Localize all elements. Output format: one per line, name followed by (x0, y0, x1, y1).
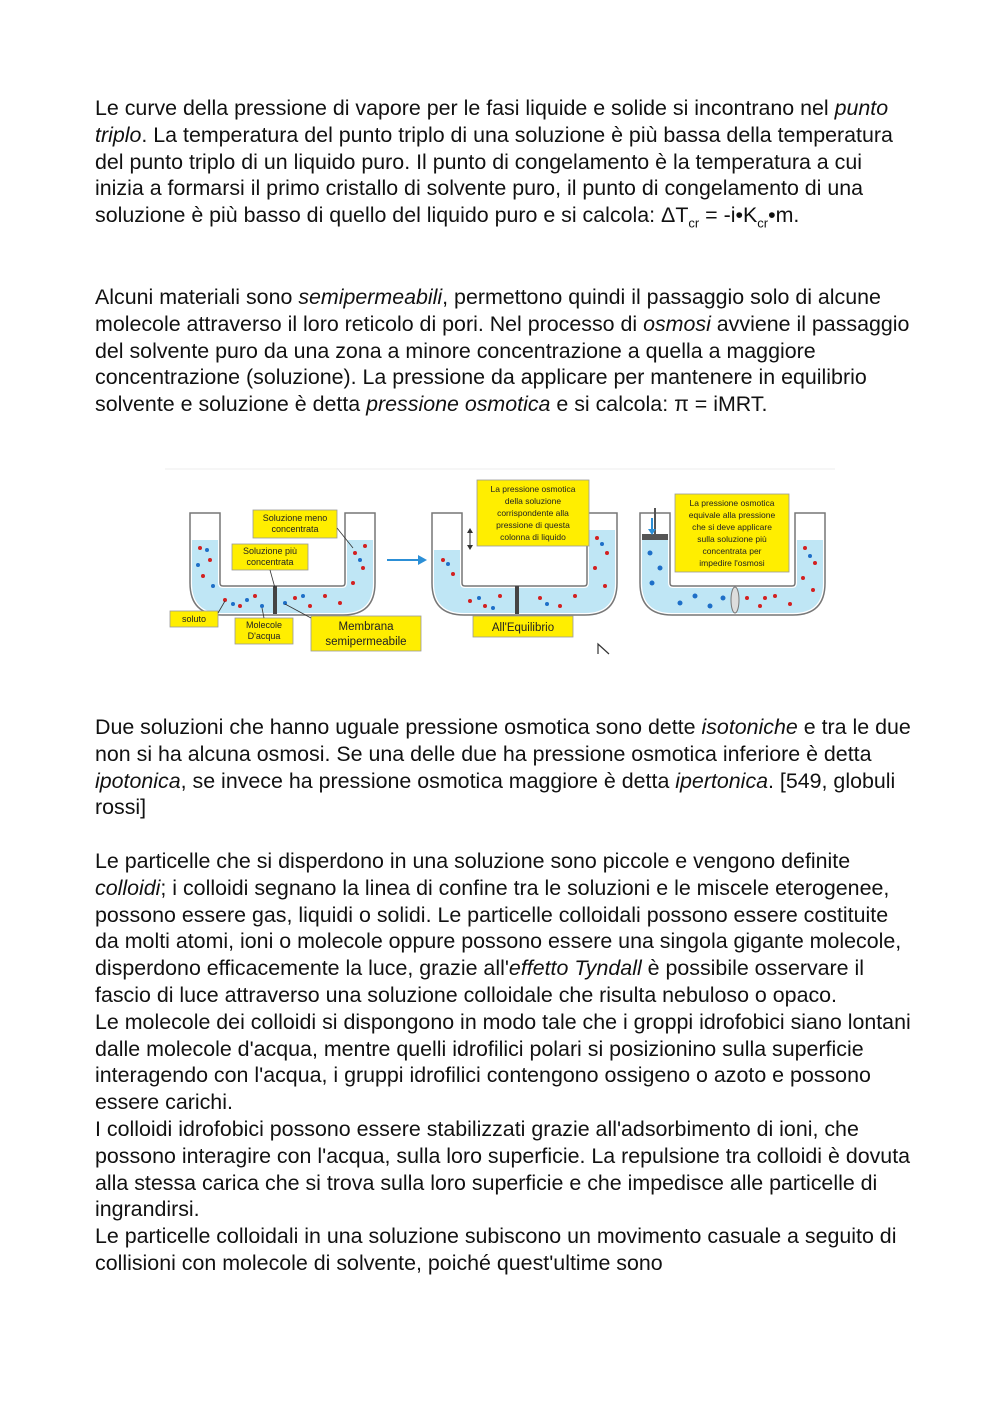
text-span: è possibile osservare il fascio di luce attraverso una soluzione colloidale che risulta nebuloso o opaco. (95, 956, 865, 1007)
label-text: concentrata (246, 557, 294, 567)
label-text: della soluzione (504, 496, 562, 506)
term-osmosi: osmosi (643, 311, 711, 336)
label-text: equivale alla pressione (688, 510, 776, 520)
osmosis-diagram-svg (165, 468, 835, 660)
term-colloidi: colloidi (95, 875, 161, 900)
term-isotoniche: isotoniche (701, 715, 798, 739)
label-text: Soluzione più (242, 546, 298, 556)
label-text: All'Equilibrio (491, 622, 555, 634)
label-pressione-applicata (675, 494, 789, 572)
paragraph-colloid-molecules: Le molecole dei colloidi si dispongono in modo tale che i groppi idrofobici siano lontani dalle molecole d'acqua, mentre quelli idrofilici polari si posizionino sulla superficie interagendo con l'acqua, i gruppi idrofilici contengono ossigeno o azoto e possono essere carichi. (95, 1009, 911, 1115)
term-pressione-osmotica: pressione osmotica (366, 392, 551, 417)
label-pressione-osmotica-colonna (477, 480, 589, 546)
label-soluzione-meno-concentrata (253, 510, 337, 538)
paragraph-osmosis (95, 284, 915, 418)
label-text: Molecole (245, 620, 283, 630)
paragraph-triple-point (95, 95, 915, 237)
subscript: cr (757, 215, 769, 231)
label-soluto (170, 611, 218, 627)
label-all-equilibrio (473, 616, 573, 637)
paragraph-hydrophobic-colloids: I colloidi idrofobici possono essere stabilizzati grazie all'adsorbimento di ioni, che possono interagire con l'acqua, sulla loro superficie. La repulsione tra colloidi è dovuta alla stessa carica che si trova sulla loro superficie e che impedisce alle particelle di ingrandirsi. (95, 1116, 911, 1222)
text-span: , permettono quindi il passaggio solo di alcune molecole attraverso il loro reticolo di pori. Nel processo di (95, 285, 881, 336)
text-span: Le curve della pressione di vapore per le fasi liquide e solide si incontrano nel (95, 96, 835, 120)
text-span: ; i colloidi segnano la linea di confine tra le soluzioni e le miscele eterogenee, possono essere gas, liquidi o solidi. Le particelle colloidali possono essere costituite da molti atomi, ioni o molecole oppure possono essere una singola gigante molecole, disperdono efficacemente la luce, grazie all' (95, 875, 902, 981)
label-text: La pressione osmotica (490, 484, 576, 494)
label-text: sulla soluzione più (697, 534, 767, 544)
label-text: pressione di questa (496, 520, 570, 530)
paragraph-colloid-motion: Le particelle colloidali in una soluzione subiscono un movimento casuale a seguito di collisioni con molecole di solvente, poiché quest'ultime sono (95, 1224, 897, 1275)
text-span: e tra le due non si ha alcuna osmosi. Se una delle due ha pressione osmotica inferiore è detta (95, 715, 911, 766)
label-text: concentrata per (702, 546, 762, 556)
label-text: Membrana (338, 621, 394, 633)
label-molecole-dacqua (235, 618, 293, 644)
text-span: . La temperatura del punto triplo di una soluzione è più bassa della temperatura del punto triplo di un liquido puro. Il punto di congelamento è la temperatura a cui inizia a formarsi il primo cristallo di solvente puro, il punto di congelamento di una soluzione è più basso di quello del liquido puro e si calcola: ΔT (95, 122, 893, 228)
label-text: D'acqua (247, 631, 281, 641)
label-text: soluto (181, 614, 207, 624)
label-text: La pressione osmotica (689, 498, 775, 508)
paragraph-colloids (95, 848, 915, 1277)
label-text: Soluzione meno (262, 513, 328, 523)
cursor-mark (598, 644, 609, 654)
text-span: avviene il passaggio del solvente puro da una zona a minore concentrazione a quella a maggiore concentrazione (soluzione). La pressione da applicare per mantenere in equilibrio solvente e soluzione è detta (95, 311, 910, 417)
subscript: cr (688, 215, 700, 231)
label-text: impedire l'osmosi (699, 558, 765, 568)
text-span: •m. (768, 203, 800, 228)
label-text: corrispondente alla (497, 508, 569, 518)
term-punto-triplo: punto triplo (95, 96, 889, 147)
term-ipotonica: ipotonica (95, 768, 181, 793)
text-span: . [549, globuli rossi] (95, 768, 896, 820)
term-effetto-tyndall: effetto Tyndall (508, 956, 642, 981)
text-span: , se invece ha pressione osmotica maggiore è detta (180, 768, 676, 793)
paragraph-isotonic (95, 714, 915, 821)
term-ipertonica: ipertonica (675, 768, 769, 793)
label-text: che si deve applicare (692, 522, 772, 532)
text-span: = -i•K (699, 203, 758, 228)
term-semipermeabili: semipermeabili (298, 285, 443, 309)
label-membrana-semipermeabile (311, 616, 421, 651)
text-span: e si calcola: π = iMRT. (550, 392, 768, 417)
text-span: Le particelle che si disperdono in una soluzione sono piccole e vengono definite (95, 849, 851, 873)
label-text: concentrata (271, 524, 319, 534)
text-span: Due soluzioni che hanno uguale pressione osmotica sono dette (95, 715, 702, 739)
label-soluzione-piu-concentrata (232, 544, 308, 570)
label-text: colonna di liquido (500, 532, 566, 542)
arrow-icon (387, 555, 427, 565)
label-text: semipermeabile (325, 636, 407, 648)
text-span: Alcuni materiali sono (95, 285, 299, 309)
osmosis-diagram (165, 468, 835, 660)
